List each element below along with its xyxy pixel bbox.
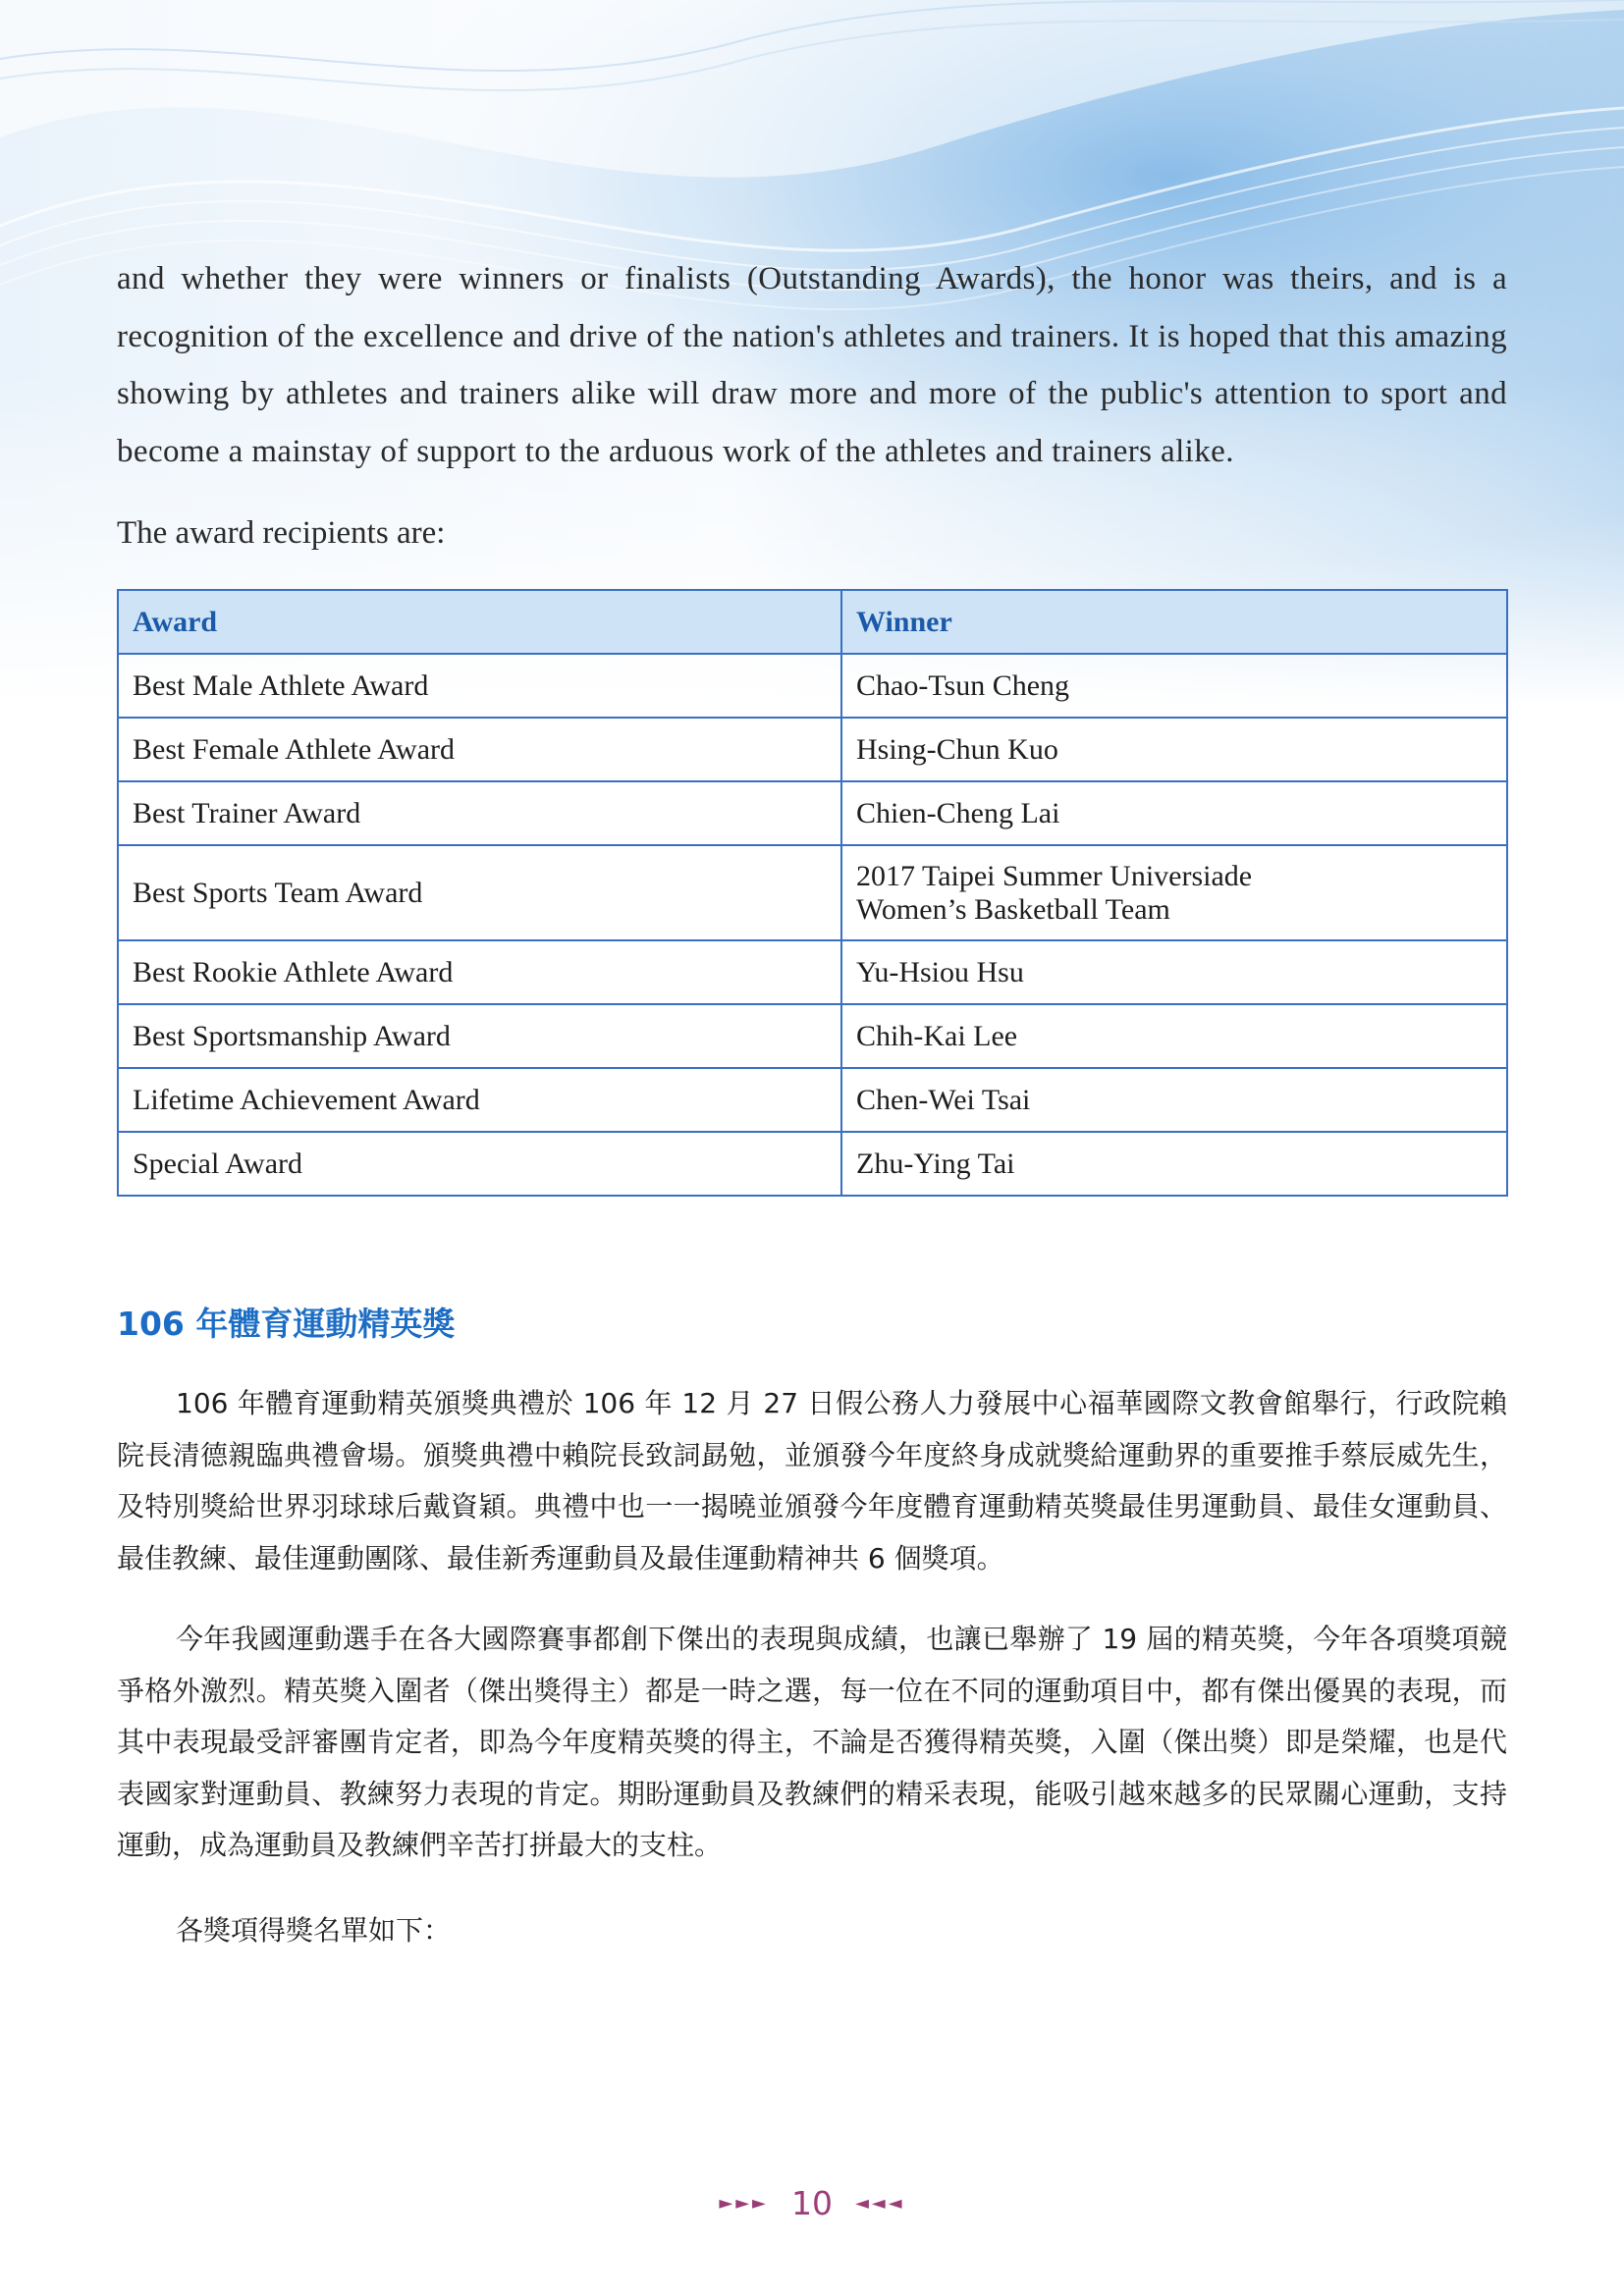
page-number: 10 (791, 2184, 833, 2222)
left-arrows-icon: ►►► (719, 2193, 769, 2214)
table-row (118, 718, 1507, 781)
award-cell: Best Rookie Athlete Award (118, 940, 841, 1004)
table-row (118, 1068, 1507, 1132)
zh-paragraph-1: 106 年體育運動精英頒獎典禮於 106 年 12 月 27 日假公務人力發展中心福華國際文教會館舉行，行政院賴院長清德親臨典禮會場。頒獎典禮中賴院長致詞勗勉，並頒發今年度終身成就獎給運動界的重要推手蔡辰威先生，及特別獎給世界羽球球后戴資穎。典禮中也一一揭曉並頒發今年度體育運動精英獎最佳男運動員、最佳女運動員、最佳教練、最佳運動團隊、最佳新秀運動員及最佳運動精神共 6 個獎項。 (117, 1387, 1507, 1575)
table-row (118, 940, 1507, 1004)
award-cell: Lifetime Achievement Award (118, 1068, 841, 1132)
winner-line-2: Women’s Basketball Team (856, 892, 1170, 926)
zh-paragraph-2: 今年我國運動選手在各大國際賽事都創下傑出的表現與成績，也讓已舉辦了 19 屆的精英獎，今年各項獎項競爭格外激烈。精英獎入圍者（傑出獎得主）都是一時之選，每一位在不同的運動項目中，都有傑出優異的表現，而其中表現最受評審團肯定者，即為今年度精英獎的得主，不論是否獲得精英獎，入圍（傑出獎）即是榮耀，也是代表國家對運動員、教練努力表現的肯定。期盼運動員及教練們的精采表現，能吸引越來越多的民眾關心運動，支持運動，成為運動員及教練們辛苦打拼最大的支柱。 (117, 1623, 1507, 1861)
winner-cell: Chih-Kai Lee (841, 1004, 1507, 1068)
recipients-lead: The award recipients are: (117, 515, 446, 551)
page-content (117, 250, 1507, 1949)
table-row (118, 845, 1507, 940)
winner-cell: Yu-Hsiou Hsu (841, 940, 1507, 1004)
section-heading: 106 年體育運動精英獎 (117, 1305, 456, 1343)
winner-cell: Hsing-Chun Kuo (841, 718, 1507, 781)
award-cell: Special Award (118, 1132, 841, 1196)
winner-cell: Chao-Tsun Cheng (841, 654, 1507, 718)
intro-paragraph: and whether they were winners or finalists (Outstanding Awards), the honor was theirs, and is a recognition of the excellence and drive of the nation's athletes and trainers. It is hoped that this amazing showing by athletes and trainers alike will draw more and more of the public's attention to sport and become a mainstay of support to the arduous work of the athletes and trainers alike. (117, 261, 1507, 469)
table-row (118, 781, 1507, 845)
winner-cell (841, 845, 1507, 940)
award-cell: Best Sportsmanship Award (118, 1004, 841, 1068)
table-row (118, 654, 1507, 718)
table-row (118, 1132, 1507, 1196)
winner-line-1: 2017 Taipei Summer Universiade (856, 859, 1253, 892)
winner-cell: Zhu-Ying Tai (841, 1132, 1507, 1196)
award-cell: Best Trainer Award (118, 781, 841, 845)
right-arrows-icon: ◄◄◄ (855, 2193, 905, 2214)
winner-cell: Chen-Wei Tsai (841, 1068, 1507, 1132)
table-header-row (118, 590, 1507, 654)
award-cell: Best Male Athlete Award (118, 654, 841, 718)
table-row (118, 1004, 1507, 1068)
zh-recipients-lead: 各獎項得獎名單如下： (176, 1913, 452, 1947)
header-award: Award (118, 590, 841, 654)
winner-cell: Chien-Cheng Lai (841, 781, 1507, 845)
award-cell: Best Female Athlete Award (118, 718, 841, 781)
awards-table (117, 589, 1508, 1197)
award-cell: Best Sports Team Award (118, 845, 841, 940)
page-footer (0, 2184, 1624, 2222)
header-winner: Winner (841, 590, 1507, 654)
